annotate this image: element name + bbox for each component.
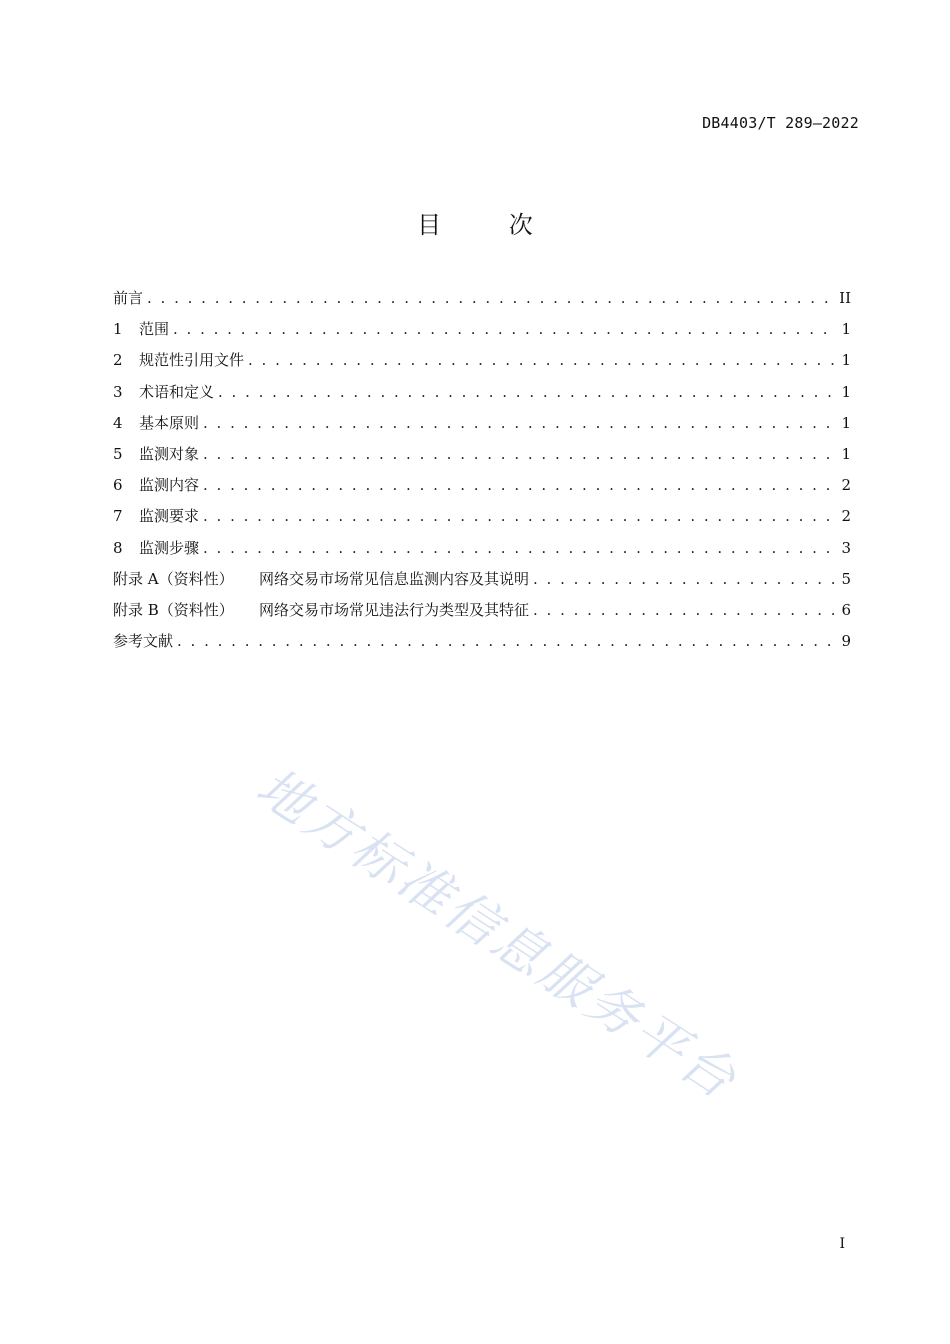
toc-entry-leader-dots [203,414,835,432]
watermark: 地方标准信息服务平台 [245,756,749,1113]
table-of-contents [113,287,851,661]
toc-entry-page: 1 [841,382,851,401]
toc-entry[interactable] [113,287,851,318]
toc-entry-label: 监测要求 [139,507,200,526]
toc-entry-page: 5 [841,569,851,588]
toc-entry[interactable] [113,505,851,536]
toc-entry-number: 4 [113,413,123,432]
toc-entry[interactable] [113,443,851,474]
toc-entry-page: 1 [841,351,851,370]
toc-entry-label: 参考文献 [113,632,174,651]
document-code: DB4403/T 289—2022 [702,114,859,132]
toc-entry-leader-dots [533,601,835,619]
toc-entry-label: 监测步骤 [139,538,200,557]
toc-entry-leader-dots [248,351,835,369]
toc-entry-page: 2 [841,476,851,495]
toc-entry-leader-dots [203,507,835,525]
toc-entry-label: 网络交易市场常见信息监测内容及其说明 [259,569,530,588]
toc-entry[interactable] [113,412,851,443]
toc-entry-leader-dots [177,632,835,650]
toc-entry-leader-dots [173,320,835,338]
toc-entry-page: 3 [841,538,851,557]
toc-entry-number: 8 [113,538,123,557]
toc-entry[interactable] [113,318,851,349]
toc-entry-leader-dots [218,383,835,401]
toc-entry-label: 规范性引用文件 [139,351,245,370]
toc-entry[interactable] [113,349,851,380]
toc-entry-appendix-prefix: 附录 B（资料性） [113,600,234,619]
toc-entry[interactable] [113,381,851,412]
toc-entry-page: 2 [841,507,851,526]
toc-entry[interactable] [113,630,851,661]
toc-entry[interactable] [113,568,851,599]
toc-entry-label: 术语和定义 [139,382,215,401]
toc-title: 目 次 [417,211,563,239]
toc-entry-leader-dots [203,539,835,557]
toc-entry-leader-dots [203,445,835,463]
toc-entry[interactable] [113,537,851,568]
toc-entry-number: 6 [113,476,123,495]
toc-entry-page: 6 [841,600,851,619]
toc-entry-number: 2 [113,351,123,370]
toc-entry-number: 5 [113,444,123,463]
toc-entry-label: 网络交易市场常见违法行为类型及其特征 [259,600,530,619]
toc-entry-page: 1 [841,320,851,339]
toc-entry-page: II [839,289,851,307]
toc-entry-leader-dots [533,570,835,588]
toc-entry-page: 1 [841,413,851,432]
toc-entry-page: 1 [841,444,851,463]
toc-entry-number: 1 [113,320,123,339]
toc-entry-number: 3 [113,382,123,401]
toc-entry-number: 7 [113,507,123,526]
toc-entry-label: 监测对象 [139,444,200,463]
toc-entry-leader-dots [147,289,835,307]
toc-entry-leader-dots [203,476,835,494]
toc-entry[interactable] [113,474,851,505]
toc-entry[interactable] [113,599,851,630]
toc-entry-label: 监测内容 [139,476,200,495]
toc-entry-label: 范围 [139,320,170,339]
toc-entry-label: 基本原则 [139,413,200,432]
toc-entry-appendix-prefix: 附录 A（资料性） [113,569,234,588]
toc-entry-label: 前言 [113,289,144,307]
toc-entry-page: 9 [841,632,851,651]
page-number: I [839,1236,845,1252]
